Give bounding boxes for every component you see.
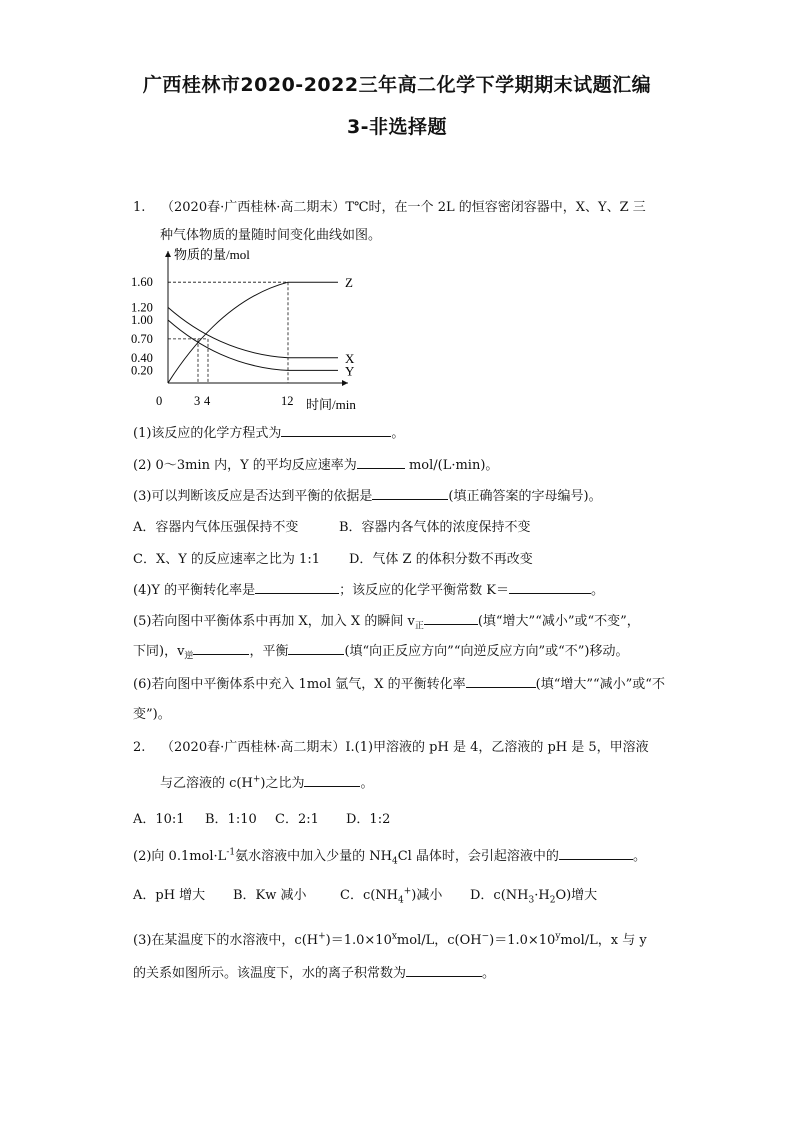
q1-part3: [133, 485, 602, 504]
q2-option-a[interactable]: A．10:1: [133, 812, 185, 827]
q2-part2-text-c: Cl 晶体时，会引起溶液中的: [397, 849, 559, 864]
q1-number: 1.: [133, 200, 146, 215]
y-tick-label: 0.40: [131, 350, 153, 365]
series-line-x: [168, 307, 338, 357]
q1-option-b[interactable]: B．容器内各气体的浓度保持不变: [339, 520, 531, 535]
q1-part2-unit: mol/(L·min)。: [408, 458, 499, 473]
q2-part3-text-f: 的关系如图所示。该温度下，水的离子积常数为: [133, 966, 407, 981]
q1-part1-text: (1)该反应的化学方程式为: [133, 426, 282, 441]
q1-part3-options-ab: [133, 516, 531, 535]
q1-part5-blank2[interactable]: [193, 642, 249, 655]
q2-part2-sub: 4: [391, 856, 398, 867]
q1-part4-text: (4)Y 的平衡转化率是: [133, 583, 256, 598]
q2-opt-d-sub2: 2: [549, 895, 556, 906]
q1-part1-end: 。: [391, 426, 405, 441]
series-label-z: Z: [345, 275, 353, 291]
q2-part2-end: 。: [632, 849, 646, 864]
y-tick-label: 1.60: [131, 275, 153, 290]
q2-part3-end: 。: [482, 966, 496, 981]
q1-part5-text-e: (填“向正反应方向”“向逆反应方向”或“不”)移动。: [344, 644, 629, 659]
y-axis-label: 物质的量/mol: [174, 247, 250, 262]
q1-part5-sub-forward: 正: [414, 621, 424, 632]
series-label-x: X: [345, 350, 355, 366]
q2-opt-c-sub: 4: [398, 895, 404, 906]
q2-part2-option-b[interactable]: B．Kw 减小: [233, 888, 307, 903]
q1-part2-text: (2) 0～3min 内，Y 的平均反应速率为: [133, 458, 357, 473]
series-line-y: [168, 320, 338, 370]
q1-part3-end: (填正确答案的字母编号)。: [448, 489, 602, 504]
q2-part2-blank[interactable]: [559, 847, 633, 860]
x-axis-arrow: [342, 380, 348, 386]
q1-option-c[interactable]: C．X、Y 的反应速率之比为 1:1: [133, 552, 320, 567]
x-tick-label: 3: [194, 394, 201, 408]
q1-part5: [133, 610, 640, 632]
q2-number: 2.: [133, 740, 146, 755]
q2-intro: [133, 736, 649, 755]
q2-opt-c-text2: )减小: [411, 888, 443, 903]
q2-part2-text-a: (2)向 0.1mol·L: [133, 849, 227, 864]
page-title: 广西桂林市2020-2022三年高二化学下学期期末试题汇编: [142, 74, 652, 96]
x-tick-label: 12: [281, 394, 294, 408]
q2-option-c[interactable]: C．2:1: [275, 812, 319, 827]
series-label-y: Y: [345, 363, 355, 379]
q2-part2-option-c[interactable]: [340, 884, 470, 906]
q1-part5-text-a: (5)若向图中平衡体系中再加 X，加入 X 的瞬间 v: [133, 614, 415, 629]
q1-chart: [128, 243, 378, 413]
q2-part2-text-b: 氨水溶液中加入少量的 NH: [235, 849, 392, 864]
q2-opt-d-text3: O)增大: [555, 888, 598, 903]
y-axis-arrow: [165, 251, 171, 257]
q2-intro-b-sup: +: [252, 774, 261, 785]
q2-part2-options: [133, 884, 597, 906]
q1-part5-blank3[interactable]: [288, 642, 344, 655]
q2-part3-cont: [133, 962, 495, 981]
q2-option-d[interactable]: D．1:2: [346, 812, 391, 827]
y-tick-label: 1.20: [131, 300, 153, 315]
q1-part4-blank2[interactable]: [509, 581, 591, 594]
q2-opt-c-sup: +: [403, 886, 412, 897]
q1-part2-blank[interactable]: [357, 456, 405, 469]
q1-part5-cont: [133, 640, 628, 662]
q2-part3-sup-x: x: [391, 931, 397, 942]
q2-option-b[interactable]: B．1:10: [205, 812, 257, 827]
q2-opt-d-sub1: 3: [528, 895, 535, 906]
q2-part1-blank[interactable]: [304, 774, 360, 787]
q1-part1: [133, 422, 404, 441]
q1-part5-text-d: ，平衡: [249, 644, 289, 659]
q1-part3-blank[interactable]: [372, 487, 448, 500]
q1-part3-options-cd: [133, 548, 533, 567]
q1-part4-mid: ；该反应的化学平衡常数 K＝: [339, 583, 509, 598]
q2-part3: [133, 929, 647, 948]
q2-opt-c-text: C．c(NH: [340, 888, 399, 903]
y-tick-label: 0.20: [131, 363, 153, 378]
y-tick-label: 1.00: [131, 313, 153, 327]
x-tick-label: 4: [204, 394, 211, 408]
q2-part3-sup1: +: [318, 931, 326, 942]
q1-part5-text-b: (填“增大”“减小”或“不变”，: [477, 614, 640, 629]
q1-part5-text-c: 下同)，v: [133, 644, 185, 659]
q2-opt-d-text: D．c(NH: [470, 888, 529, 903]
q2-intro-b-text: 与乙溶液的 c(H: [160, 776, 253, 791]
q2-opt-d-text2: ·H: [534, 888, 550, 903]
q1-option-d[interactable]: D．气体 Z 的体积分数不再改变: [349, 552, 533, 567]
q2-part2-option-d[interactable]: [470, 884, 597, 906]
q1-part3-text: (3)可以判断该反应是否达到平衡的依据是: [133, 489, 373, 504]
q2-part3-text-e: mol/L，x 与 y: [560, 933, 647, 948]
q1-part6-blank[interactable]: [466, 675, 536, 688]
q2-part3-blank[interactable]: [406, 964, 482, 977]
q1-intro: [133, 196, 646, 215]
q2-intro-a: （2020春·广西桂林·高二期末）Ⅰ.(1)甲溶液的 pH 是 4，乙溶液的 pH 是 5，甲溶液: [161, 740, 649, 755]
page-subtitle: 3-非选择题: [346, 116, 448, 138]
q1-part6-end: 变”)。: [133, 707, 171, 722]
q2-part1-options: [133, 808, 390, 827]
q1-part4-blank1[interactable]: [255, 581, 339, 594]
q1-option-a[interactable]: A．容器内气体压强保持不变: [133, 520, 299, 535]
q2-part2: [133, 845, 646, 867]
q1-part6-text-b: (填“增大”“减小”或“不: [535, 677, 665, 692]
q2-intro-b: [160, 772, 373, 791]
q1-part5-blank1[interactable]: [424, 612, 478, 625]
q2-part3-sup2: −: [481, 931, 490, 942]
q1-part4-end: 。: [591, 583, 605, 598]
q2-intro-b-end: 。: [360, 776, 374, 791]
q2-part3-text-b: )＝1.0×10: [325, 933, 392, 948]
q2-part3-sup-y: y: [555, 931, 561, 942]
q1-intro-a: （2020春·广西桂林·高二期末）T℃时，在一个 2L 的恒容密闭容器中，X、Y、Z 三: [161, 200, 646, 215]
q2-part2-option-a[interactable]: A．pH 增大: [133, 888, 206, 903]
y-tick-label: 0.70: [131, 331, 153, 346]
q1-part4: [133, 579, 604, 598]
q2-part3-text-a: (3)在某温度下的水溶液中，c(H: [133, 933, 319, 948]
q1-part2: [133, 454, 498, 473]
q2-intro-b-text2: )之比为: [260, 776, 305, 791]
q1-part6: [133, 673, 665, 692]
q2-part3-text-c: mol/L，c(OH: [396, 933, 482, 948]
q1-part6-text-a: (6)若向图中平衡体系中充入 1mol 氩气，X 的平衡转化率: [133, 677, 466, 692]
q1-part5-sub-reverse: 逆: [184, 651, 194, 662]
series-line-z: [168, 282, 338, 383]
q1-intro-b: 种气体物质的量随时间变化曲线如图。: [160, 228, 382, 243]
q2-part2-sup: -1: [226, 847, 236, 858]
q1-part1-blank[interactable]: [281, 424, 391, 437]
x-tick-label: 0: [156, 394, 163, 408]
x-axis-label: 时间/min: [306, 397, 356, 412]
q2-part3-text-d: )＝1.0×10: [489, 933, 556, 948]
